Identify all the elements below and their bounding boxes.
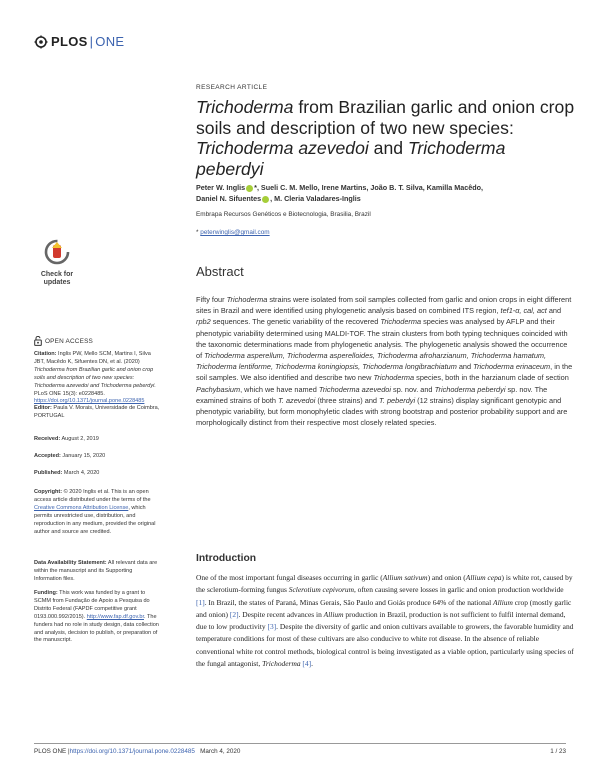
abstract-body: [196, 294, 573, 428]
footer-journal: PLOS ONE |: [34, 748, 70, 755]
correspondence-star: *: [196, 229, 201, 236]
italic-term: T. azevedoi: [278, 395, 316, 405]
text-run: species was analysed by AFLP and their phenotypic variability determined using MALDI-TOF. The strain clusters from both typing techniques coincided with the taxonomic determinations made from phylogenetic analysis. The phylogenetic analysis showed the occurrence of: [196, 317, 568, 361]
journal-logo[interactable]: [34, 34, 124, 49]
published-label: Published:: [34, 470, 63, 476]
introduction-heading: Introduction: [196, 553, 257, 564]
title-part: Trichoderma peberdyi: [196, 138, 506, 179]
logo-plos: PLOS: [51, 34, 88, 49]
text-run: , often causing severe losses in garlic and onion production worldwide: [353, 585, 564, 595]
reference-link[interactable]: [3]: [267, 622, 277, 632]
italic-term: Trichoderma: [380, 317, 422, 327]
open-access-text: OPEN ACCESS: [45, 337, 94, 345]
text-run: One of the most important fungal diseases occurring in garlic (: [196, 573, 383, 582]
editor-label: Editor:: [34, 405, 52, 411]
title-part: and: [368, 138, 408, 158]
italic-term: T. peberdyi: [379, 395, 416, 405]
italic-term: Trichoderma: [226, 295, 268, 304]
italic-term: Trichoderma erinaceum: [473, 362, 551, 372]
email-link[interactable]: peterwinglis@gmail.com: [200, 229, 270, 236]
text-run: (three strains) and: [315, 395, 380, 405]
logo-one: ONE: [95, 34, 125, 49]
abstract-heading: Abstract: [196, 264, 244, 279]
text-run: ) and onion (: [427, 573, 466, 582]
check-for-updates-label: [34, 271, 80, 287]
footer-divider: [34, 743, 566, 744]
footer-doi-link[interactable]: https://doi.org/10.1371/journal.pone.0228485: [69, 748, 195, 755]
editor-text: Paula V. Morais, Universidade de Coimbra, PORTUGAL: [34, 405, 160, 419]
title-part: Trichoderma: [196, 97, 294, 117]
italic-term: Sclerotium cepivorum: [288, 585, 354, 595]
footer-date: March 4, 2020: [194, 748, 241, 755]
copyright-label: Copyright:: [34, 489, 63, 495]
affiliation: Embrapa Recursos Genéticos e Biotecnologia, Brasilia, Brazil: [196, 211, 371, 218]
italic-term: Trichoderma asperellum, Trichoderma asperelloides, Trichoderma afroharzianum, Trichoderma hamatum, Trichoderma lentiforme, Trichoderma koningiopsis, Trichoderma longibrachiatum: [196, 351, 547, 372]
page-footer: [34, 748, 566, 755]
published-date: March 4, 2020: [63, 470, 100, 476]
accepted-block: [34, 453, 160, 461]
copyright-block: [34, 489, 160, 536]
author-name[interactable]: Peter W. Inglis: [196, 183, 246, 192]
text-run: sp. nov. The examined strains of both: [196, 384, 548, 405]
text-run: production in Brazil, production is not sufficient to fulfil internal demand, due to low productivity: [196, 609, 566, 632]
editor-block: [34, 405, 160, 421]
published-block: [34, 470, 160, 478]
text-run: . Despite the diversity of garlic and onion cultivars available to growers, the favorable humidity and temperature conditions for most of these cultivars are also conducive to white rot disease. In the absence of reliable conventional white rot control methods, biological control is being investigated as a viable option, particularly using species of the fungal antagonist,: [196, 622, 574, 669]
open-lock-icon: [34, 336, 42, 346]
title-part: from Brazilian garlic and onion crop soils and description of two new species:: [196, 97, 575, 138]
text-run: . Despite recent advances in: [238, 609, 324, 619]
citation-title: Trichoderma from Brazilian garlic and onion crop soils and description of two new species: Trichoderma azevedoi and Trichoderma peberdyi.: [34, 366, 156, 389]
received-date: August 2, 2019: [61, 436, 99, 442]
reference-link[interactable]: [2]: [229, 609, 239, 619]
italic-term: Trichoderma: [262, 659, 301, 669]
copyright-text: , which permits unrestricted use, distribution, and reproduction in any medium, provided the original author and source are credited.: [34, 504, 156, 535]
italic-term: Trichoderma peberdyi: [434, 384, 506, 394]
accepted-label: Accepted:: [34, 453, 61, 459]
citation-doi-link[interactable]: https://doi.org/10.1371/journal.pone.0228485: [34, 398, 145, 405]
text-run: crop (mostly garlic and onion): [196, 597, 572, 619]
text-run: species, both in the harzianum clade of section: [414, 373, 569, 383]
funding-block: [34, 590, 160, 645]
funding-link[interactable]: http://www.fap.df.gov.br: [86, 613, 144, 620]
data-availability-text: All relevant data are within the manuscript and its Supporting Information files.: [34, 560, 158, 582]
citation-text: Inglis PW, Mello SCM, Martins I, Silva JBT, Macêdo K, Sifuentes DN, et al. (2020): [34, 351, 151, 365]
license-link[interactable]: Creative Commons Attribution License: [34, 504, 129, 511]
text-run: and: [546, 306, 562, 316]
data-availability-block: [34, 560, 160, 584]
funding-label: Funding:: [34, 590, 58, 596]
text-run: Fifty four: [196, 295, 227, 304]
italic-term: Allium cepa: [465, 573, 502, 582]
funding-text: . The funders had no role in study design, data collection and analysis, decision to publish, or preparation of the manuscript.: [34, 613, 159, 644]
orcid-icon[interactable]: [262, 196, 269, 203]
citation-tail: PLoS ONE 15(3): e0228485.: [34, 390, 105, 397]
data-availability-label: Data Availability Statement:: [34, 560, 107, 566]
title-part: Trichoderma azevedoi: [196, 138, 369, 158]
citation-block: [34, 351, 160, 406]
reference-link[interactable]: [4]: [302, 659, 312, 669]
italic-term: Allium sativum: [382, 573, 428, 582]
author-list: [196, 182, 576, 204]
text-run: . In Brazil, the states of Paraná, Minas Gerais, São Paulo and Goiás produce 64% of the national: [204, 597, 494, 607]
italic-term: Trichoderma azevedoi: [318, 384, 392, 394]
text-run: (12 strains) display significant genotypic and phenotypic variability, but form monophyletic clades with strong bootstrap and posterior probability support and are morphologically distinct from their respective most closely related species.: [196, 395, 568, 428]
citation-label: Citation:: [34, 351, 57, 357]
received-block: [34, 436, 160, 444]
page-number: 1 / 23: [550, 748, 566, 755]
logo-separator: |: [89, 34, 94, 49]
text-run: , in the soil samples. We also identified and describe two new: [196, 362, 573, 383]
orcid-icon[interactable]: [246, 185, 253, 192]
funding-text: This work was funded by a grant to SCMM from Fundação de Apoio a Pesquisa do Distrito Federal (FAPDF competitive grant 0193.000.992/2015).: [34, 590, 150, 620]
check-line-1: Check for: [40, 271, 74, 278]
plos-mark-icon: [34, 35, 48, 49]
italic-term: Trichoderma: [373, 373, 415, 383]
article-type: RESEARCH ARTICLE: [196, 84, 268, 91]
italic-term: Allium: [493, 597, 513, 607]
text-run: ) is white rot, caused by the sclerotium-forming fungus: [196, 573, 573, 595]
accepted-date: January 15, 2020: [62, 453, 106, 459]
text-run: strains were isolated from soil samples collected from garlic and onion crops in eight different sites in Brazil and were identified using phylogenetic analysis based on combined ITS region,: [196, 295, 572, 316]
article-title: [196, 97, 576, 179]
copyright-text: © 2020 Inglis et al. This is an open access article distributed under the terms of the: [34, 489, 151, 503]
author-names: , M. Cleria Valadares-Inglis: [270, 194, 361, 203]
correspondence: [196, 229, 270, 236]
text-run: and: [456, 362, 474, 372]
check-for-updates-icon: [34, 239, 80, 265]
text-run: .: [311, 659, 313, 669]
text-run: sp. nov. and: [391, 384, 435, 394]
text-run: sequences. The genetic variability of the recovered: [210, 317, 381, 327]
author-name[interactable]: Daniel N. Sifuentes: [196, 194, 262, 203]
italic-term: tef1-α, cal, act: [500, 306, 547, 316]
check-line-2: updates: [43, 279, 71, 286]
reference-link[interactable]: [1]: [196, 597, 205, 607]
author-names: *, Sueli C. M. Mello, Irene Martins, João B. T. Silva, Kamilla Macêdo,: [254, 183, 484, 192]
introduction-body: [196, 572, 574, 670]
check-for-updates-badge[interactable]: [34, 239, 80, 287]
italic-term: Pachybasium: [196, 384, 241, 394]
open-access-label: [34, 336, 93, 346]
italic-term: Allium: [323, 609, 344, 619]
italic-term: rpb2: [196, 317, 211, 327]
text-run: , which we have named: [240, 384, 319, 394]
received-label: Received:: [34, 436, 61, 442]
